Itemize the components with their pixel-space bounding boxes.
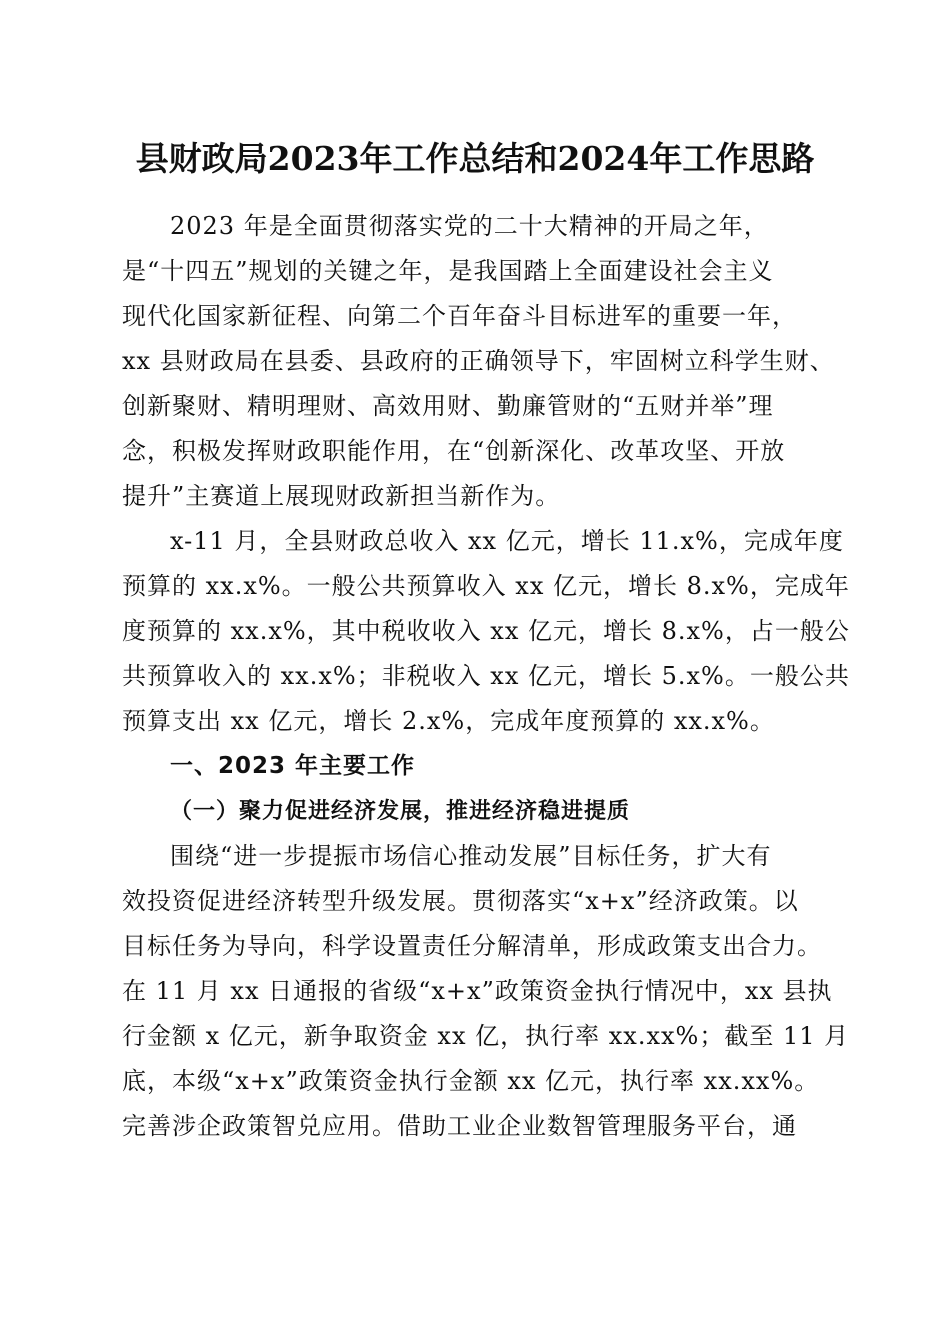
paragraph-line: 是“十四五”规划的关键之年，是我国踏上全面建设社会主义 xyxy=(122,257,774,285)
paragraph-line: 目标任务为导向，科学设置责任分解清单，形成政策支出合力。 xyxy=(122,932,822,960)
document-title: 县财政局2023年工作总结和2024年工作思路 xyxy=(135,139,815,178)
document-body xyxy=(122,204,850,1149)
paragraph-line: 念，积极发挥财政职能作用，在“创新深化、改革攻坚、开放 xyxy=(122,437,786,465)
paragraph-line: 效投资促进经济转型升级发展。贯彻落实“x+x”经济政策。以 xyxy=(122,887,799,915)
paragraph-line: 预算支出 xx 亿元，增长 2.x%，完成年度预算的 xx.x%。 xyxy=(122,707,775,735)
paragraph-line: 完善涉企政策智兑应用。借助工业企业数智管理服务平台，通 xyxy=(122,1112,797,1140)
paragraph-line: 预算的 xx.x%。一般公共预算收入 xx 亿元，增长 8.x%，完成年 xyxy=(122,572,850,600)
paragraph-line: 度预算的 xx.x%，其中税收收入 xx 亿元，增长 8.x%，占一般公 xyxy=(122,617,850,645)
paragraph-line: 在 11 月 xx 日通报的省级“x+x”政策资金执行情况中，xx 县执 xyxy=(122,977,833,1005)
paragraph-line: x-11 月，全县财政总收入 xx 亿元，增长 11.x%，完成年度 xyxy=(170,527,844,555)
paragraph-line: 共预算收入的 xx.x%；非税收入 xx 亿元，增长 5.x%。一般公共 xyxy=(122,662,850,690)
paragraph-line: xx 县财政局在县委、县政府的正确领导下，牢固树立科学生财、 xyxy=(122,347,835,375)
subsection-heading: （一）聚力促进经济发展，推进经济稳进提质 xyxy=(170,798,631,824)
paragraph-line: 现代化国家新征程、向第二个百年奋斗目标进军的重要一年， xyxy=(122,302,797,330)
paragraph-line: 提升”主赛道上展现财政新担当新作为。 xyxy=(122,482,561,510)
paragraph-line: 底，本级“x+x”政策资金执行金额 xx 亿元，执行率 xx.xx%。 xyxy=(122,1067,820,1095)
paragraph-line: 创新聚财、精明理财、高效用财、勤廉管财的“五财并举”理 xyxy=(122,392,774,420)
section-heading: 一、2023 年主要工作 xyxy=(170,753,416,779)
paragraph-line: 2023 年是全面贯彻落实党的二十大精神的开局之年， xyxy=(170,212,769,240)
paragraph-line: 行金额 x 亿元，新争取资金 xx 亿，执行率 xx.xx%；截至 11 月 xyxy=(122,1022,850,1050)
paragraph-line: 围绕“进一步提振市场信心推动发展”目标任务，扩大有 xyxy=(170,842,772,870)
